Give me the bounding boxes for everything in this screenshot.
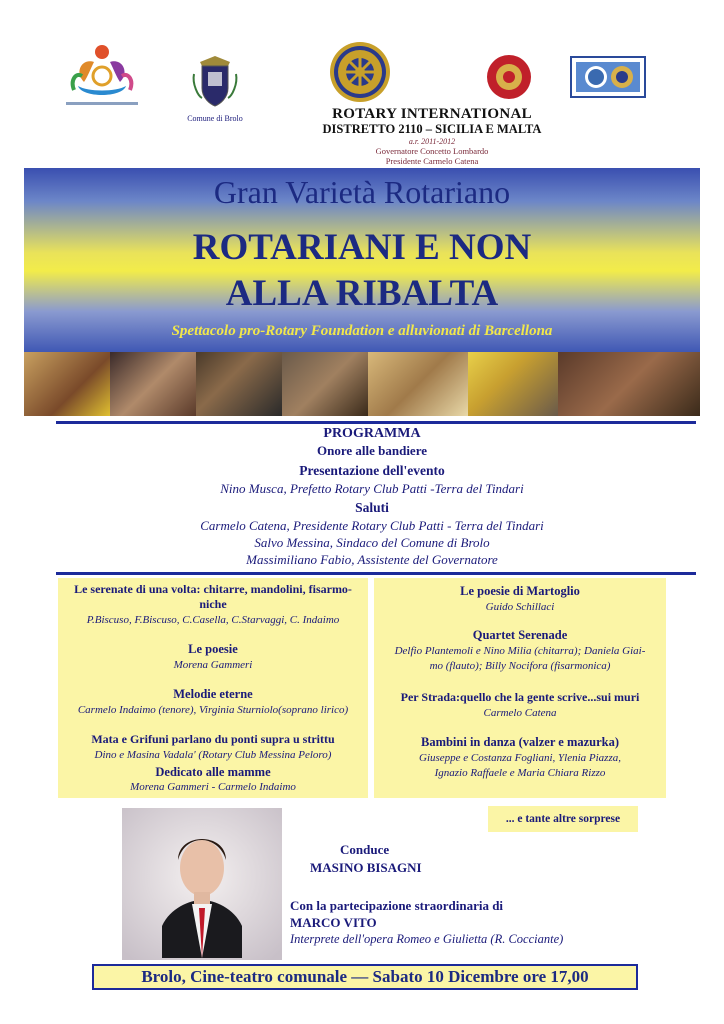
rotary-foundation-icon — [570, 56, 646, 98]
right-item3-performers: Carmelo Catena — [483, 707, 557, 719]
presenter-name: MASINO BISAGNI — [310, 860, 422, 875]
program-box-right — [374, 578, 666, 798]
rotary-wheel-logo — [326, 38, 394, 106]
left-item1-title-2: niche — [199, 597, 227, 611]
photo-strip — [24, 352, 700, 416]
right-item4-performers-1: Giuseppe e Costanza Fogliani, Ylenia Piazza, — [419, 752, 621, 764]
rotary-year: a.r. 2011-2012 — [408, 137, 456, 146]
left-item4-title: Mata e Grifuni parlano du ponti supra u strittu — [91, 732, 335, 746]
photo-polio-drops — [110, 352, 196, 416]
presentation-title: Presentazione dell'evento — [299, 463, 445, 478]
crest-icon — [190, 54, 240, 108]
commune-crest — [190, 54, 240, 108]
surprise-note: ... e tante altre sorprese — [488, 806, 638, 832]
program-divider-bottom — [56, 572, 696, 575]
right-item4-title: Bambini in danza (valzer e mazurka) — [420, 735, 620, 749]
event-venue-date: Brolo, Cine-teatro comunale — Sabato 10 Dicembre ore 17,00 — [92, 964, 638, 990]
right-item3-title: Per Strada:quello che la gente scrive...sui muri — [400, 690, 640, 704]
right-item1-title: Le poesie di Martoglio — [460, 584, 580, 598]
rotaract-club-icon — [486, 54, 532, 100]
left-item3-title: Melodie eterne — [173, 687, 253, 701]
guest-name: MARCO VITO — [290, 915, 377, 930]
presenter-photo — [122, 808, 282, 960]
event-title: Gran Varietà Rotariano — [213, 174, 511, 210]
guest-intro: Con la partecipazione straordinaria di — [290, 898, 504, 913]
rotary-wheel-icon — [326, 38, 394, 106]
right-item2-title: Quartet Serenade — [472, 628, 568, 642]
event-headline — [24, 225, 700, 318]
photo-hands — [558, 352, 700, 416]
greeting-3: Massimiliano Fabio, Assistente del Governatore — [246, 552, 498, 567]
rotary-foundation-logo — [570, 56, 646, 98]
presentation-by: Nino Musca, Prefetto Rotary Club Patti -Terra del Tindari — [220, 481, 524, 496]
left-item5-performers: Morena Gammeri - Carmelo Indaimo — [130, 781, 296, 793]
photo-children-caps — [468, 352, 558, 416]
photo-workers — [282, 352, 368, 416]
greetings-title: Saluti — [355, 500, 389, 515]
left-item5-title: Dedicato alle mamme — [155, 765, 271, 779]
program-divider-top — [56, 421, 696, 424]
president-name: Presidente Carmelo Catena — [385, 156, 479, 166]
greeting-2: Salvo Messina, Sindaco del Comune di Brolo — [254, 535, 490, 550]
headline-line-1: ROTARIANI E NON — [192, 227, 532, 268]
guest-role: Interprete dell'opera Romeo e Giulietta (R. Cocciante) — [290, 932, 564, 946]
left-item2-performers: Morena Gammeri — [173, 659, 253, 671]
right-item2-performers-1: Delfio Plantemoli e Nino Milia (chitarra); Daniela Giai- — [394, 645, 646, 657]
left-item4-performers: Dino e Masina Vadala' (Rotary Club Messina Peloro) — [94, 749, 332, 761]
photo-vaccination — [24, 352, 110, 416]
photo-camels — [368, 352, 468, 416]
left-item1-title-1: Le serenate di una volta: chitarre, mandolini, fisarmo- — [74, 582, 352, 596]
program-flags: Onore alle bandiere — [316, 443, 428, 458]
family-circle-icon — [64, 42, 140, 108]
event-tagline: Spettacolo pro-Rotary Foundation e alluvionati di Barcellona — [171, 323, 553, 339]
rotaract-logo — [486, 54, 532, 100]
organization-name: ROTARY INTERNATIONAL — [332, 106, 532, 122]
left-item3-performers: Carmelo Indaimo (tenore), Virginia Sturniolo(soprano lirico) — [77, 704, 349, 716]
left-item1-performers: P.Biscuso, F.Biscuso, C.Casella, C.Starvaggi, C. Indaimo — [86, 614, 340, 626]
right-item4-performers-2: Ignazio Raffaele e Maria Chiara Rizzo — [434, 767, 606, 779]
greeting-1: Carmelo Catena, Presidente Rotary Club Patti - Terra del Tindari — [200, 518, 544, 533]
right-item1-performers: Guido Schillaci — [485, 601, 555, 613]
right-item2-performers-2: mo (flauto); Billy Nocifora (fisarmonica) — [429, 660, 611, 672]
program-heading: PROGRAMMA — [323, 426, 421, 441]
presenter-label: Conduce — [340, 842, 390, 857]
commune-caption: Comune di Brolo — [187, 114, 243, 123]
presenter-portrait — [122, 808, 282, 960]
left-item2-title: Le poesie — [188, 642, 238, 656]
family-logo — [64, 42, 140, 108]
governor-name: Governatore Concetto Lombardo — [375, 146, 489, 156]
headline-line-2: ALLA RIBALTA — [225, 273, 499, 315]
district-name: DISTRETTO 2110 – SICILIA E MALTA — [322, 122, 542, 136]
title-banner — [24, 168, 700, 352]
photo-wheelchair — [196, 352, 282, 416]
program-box-left — [58, 578, 368, 798]
